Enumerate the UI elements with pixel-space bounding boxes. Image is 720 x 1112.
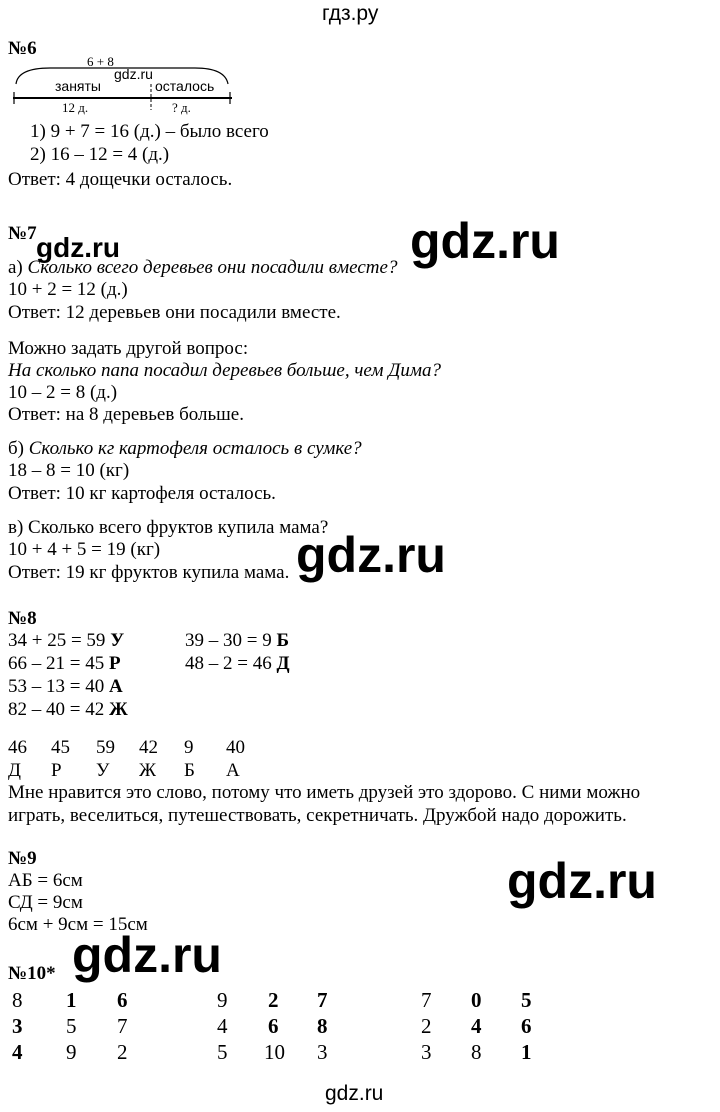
task-7-alt-question: На сколько папа посадил деревьев больше, чем Дима? (8, 360, 441, 381)
code-letter: А (226, 760, 240, 781)
site-header: гдз.ру (322, 2, 379, 25)
task-9-line-1: АБ = 6см (8, 870, 83, 891)
code-number: 42 (139, 737, 158, 758)
task-9-line-2: СД = 9см (8, 892, 83, 913)
grid-cell: 2 (268, 988, 279, 1012)
task-7-a-prefix: а) (8, 257, 28, 278)
task-9-line-3: 6см + 9см = 15см (8, 914, 148, 935)
grid-cell: 5 (217, 1040, 228, 1064)
watermark: gdz.ru (410, 213, 560, 269)
code-number: 9 (184, 737, 194, 758)
task-8-eq (8, 630, 124, 652)
grid-cell: 8 (317, 1014, 328, 1038)
eq-letter: Д (276, 653, 290, 674)
code-letter: У (96, 760, 110, 781)
grid-cell: 1 (66, 988, 77, 1012)
eq-letter: Ж (108, 699, 128, 720)
task-8-title: №8 (8, 608, 37, 629)
watermark: gdz.ru (507, 853, 657, 909)
grid-cell: 9 (217, 988, 228, 1012)
diagram-bottom-right: ? д. (172, 100, 191, 115)
eq-letter: Б (276, 630, 290, 651)
task-7-b-prefix: б) (8, 438, 29, 459)
task-8-eq (185, 653, 290, 675)
task-7-alt-calc: 10 – 2 = 8 (д.) (8, 382, 118, 403)
grid-cell: 2 (421, 1014, 432, 1038)
code-number: 40 (226, 737, 245, 758)
eq-letter: А (108, 676, 123, 697)
task-8-eq (185, 630, 289, 652)
code-letter: Ж (139, 760, 157, 781)
grid-cell: 6 (521, 1014, 532, 1038)
diagram-right-label: осталось (155, 78, 215, 94)
task-7-a-question-text: Сколько всего деревьев они посадили вместе? (27, 257, 398, 278)
grid-cell: 6 (268, 1014, 279, 1038)
task-7-b-question (8, 438, 362, 460)
task-7-b-calc: 18 – 8 = 10 (кг) (8, 460, 130, 481)
task-7-a-calc: 10 + 2 = 12 (д.) (8, 279, 128, 300)
eq-expr: 66 – 21 = 45 (8, 653, 109, 674)
task-7-a-question (8, 257, 397, 279)
task-7-alt-answer: Ответ: на 8 деревьев больше. (8, 404, 244, 425)
eq-letter: Р (108, 653, 121, 674)
eq-expr: 48 – 2 = 46 (185, 653, 277, 674)
task-10-title: №10* (8, 963, 56, 984)
task-6-line-2: 2) 16 – 12 = 4 (д.) (30, 144, 170, 165)
code-letter: Р (51, 760, 62, 781)
code-letter: Д (8, 760, 21, 781)
code-number: 45 (51, 737, 70, 758)
eq-expr: 82 – 40 = 42 (8, 699, 109, 720)
task-7-a-answer: Ответ: 12 деревьев они посадили вместе. (8, 302, 341, 323)
code-number: 59 (96, 737, 115, 758)
task-7-c-question: в) Сколько всего фруктов купила мама? (8, 517, 329, 538)
task-7-title: №7 (8, 223, 37, 244)
task-8-text-2: играть, веселиться, путешествовать, секретничать. Дружбой надо дорожить. (8, 805, 627, 826)
eq-letter: У (110, 630, 125, 651)
grid-cell: 3 (421, 1040, 432, 1064)
code-letter: Б (184, 760, 195, 781)
task-6-title: №6 (8, 38, 37, 59)
grid-cell: 8 (12, 988, 23, 1012)
code-number: 46 (8, 737, 27, 758)
grid-cell: 5 (66, 1014, 77, 1038)
task-8-eq (8, 676, 123, 698)
diagram-top-label: 6 + 8 (87, 54, 114, 69)
grid-cell: 4 (471, 1014, 482, 1038)
task-7-b-question-text: Сколько кг картофеля осталось в сумке? (28, 438, 362, 459)
eq-expr: 34 + 25 = 59 (8, 630, 111, 651)
task-8-eq (8, 699, 128, 721)
grid-cell: 0 (471, 988, 482, 1012)
task-6-answer: Ответ: 4 дощечки осталось. (8, 169, 233, 190)
task-7-b-answer: Ответ: 10 кг картофеля осталось. (8, 483, 276, 504)
watermark: gdz.ru (296, 527, 446, 583)
grid-cell: 6 (117, 988, 128, 1012)
task-7-alt-intro: Можно задать другой вопрос: (8, 338, 249, 359)
grid-cell: 7 (117, 1014, 128, 1038)
grid-cell: 1 (521, 1040, 532, 1064)
watermark: gdz.ru (72, 927, 222, 983)
grid-cell: 3 (317, 1040, 328, 1064)
task-6-line-1: 1) 9 + 7 = 16 (д.) – было всего (30, 121, 269, 142)
grid-cell: 2 (117, 1040, 128, 1064)
task-8-eq (8, 653, 121, 675)
segment-diagram (10, 54, 235, 114)
grid-cell: 7 (317, 988, 328, 1012)
watermark: gdz.ru (114, 66, 153, 82)
grid-cell: 9 (66, 1040, 77, 1064)
eq-expr: 39 – 30 = 9 (185, 630, 277, 651)
grid-cell: 8 (471, 1040, 482, 1064)
diagram-bottom-left: 12 д. (62, 100, 89, 115)
eq-expr: 53 – 13 = 40 (8, 676, 109, 697)
task-7-c-calc: 10 + 4 + 5 = 19 (кг) (8, 539, 161, 560)
grid-cell: 7 (421, 988, 432, 1012)
grid-cell: 4 (12, 1040, 23, 1064)
task-7-c-answer: Ответ: 19 кг фруктов купила мама. (8, 562, 290, 583)
grid-cell: 3 (12, 1014, 23, 1038)
grid-cell: 10 (264, 1040, 285, 1064)
grid-cell: 4 (217, 1014, 228, 1038)
task-9-title: №9 (8, 848, 37, 869)
grid-cell: 5 (521, 988, 532, 1012)
task-8-text-1: Мне нравится это слово, потому что иметь друзей это здорово. С ними можно (8, 782, 641, 803)
diagram-left-label: заняты (55, 78, 101, 94)
watermark: gdz.ru (36, 232, 120, 263)
site-footer: gdz.ru (325, 1082, 384, 1105)
